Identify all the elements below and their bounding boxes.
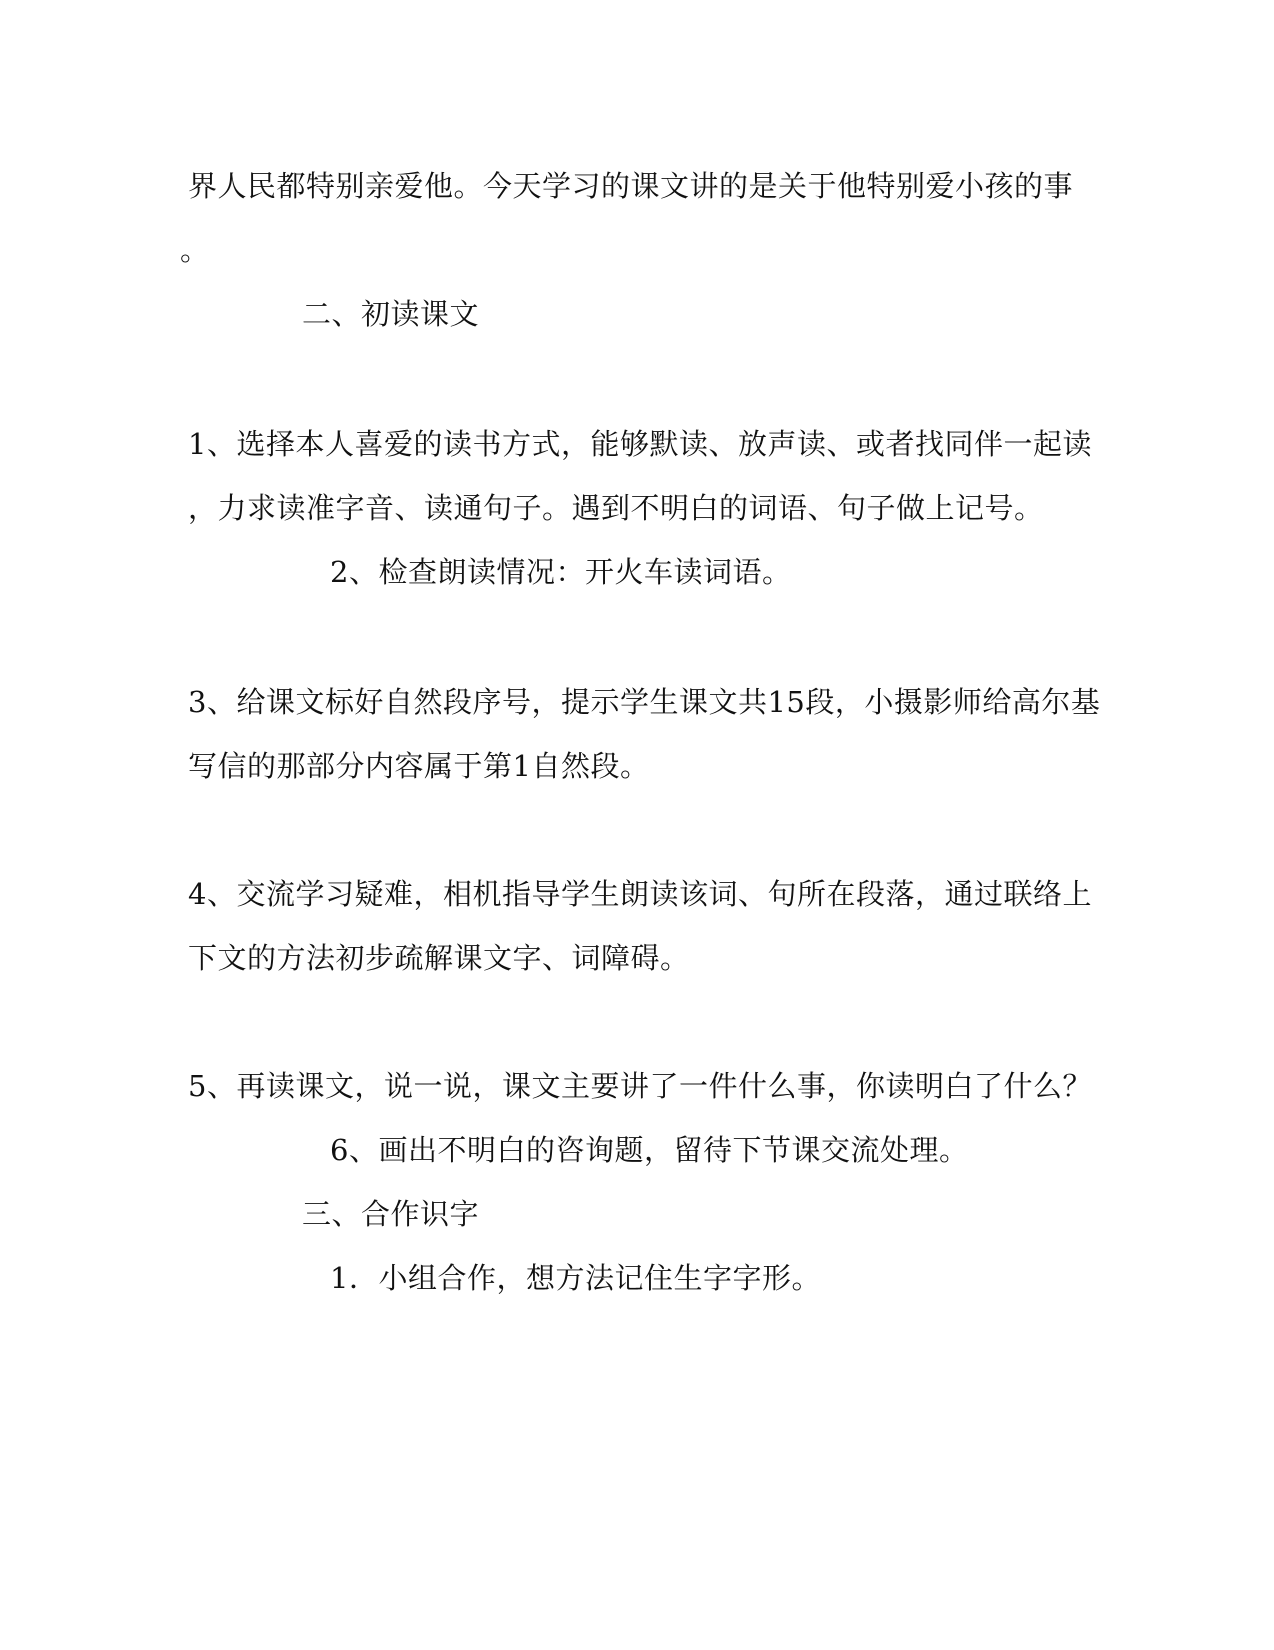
text-line-14: 1．小组合作，想方法记住生字字形。 [330,1261,821,1295]
text-line-1: 界人民都特别亲爱他。今天学习的课文讲的是关于他特别爱小孩的事 [188,169,1074,203]
section-heading-3: 三、合作识字 [302,1197,480,1231]
text-line-10: 下文的方法初步疏解课文字、词障碍。 [188,941,690,975]
text-line-5: ，力求读准字音、读通句子。遇到不明白的词语、句子做上记号。 [188,491,1044,525]
text-line-2: 。 [180,233,210,267]
text-line-8: 写信的那部分内容属于第1自然段。 [188,749,650,783]
text-line-9: 4、交流学习疑难，相机指导学生朗读该词、句所在段落，通过联络上 [188,877,1092,911]
text-line-6: 2、检查朗读情况：开火车读词语。 [330,555,792,589]
text-line-7: 3、给课文标好自然段序号，提示学生课文共15段，小摄影师给高尔基 [188,685,1101,719]
text-line-4: 1、选择本人喜爱的读书方式，能够默读、放声读、或者找同伴一起读 [188,427,1092,461]
text-line-11: 5、再读课文，说一说，课文主要讲了一件什么事，你读明白了什么？ [188,1069,1092,1103]
text-line-12: 6、画出不明白的咨询题，留待下节课交流处理。 [330,1133,969,1167]
section-heading-2: 二、初读课文 [302,297,480,331]
